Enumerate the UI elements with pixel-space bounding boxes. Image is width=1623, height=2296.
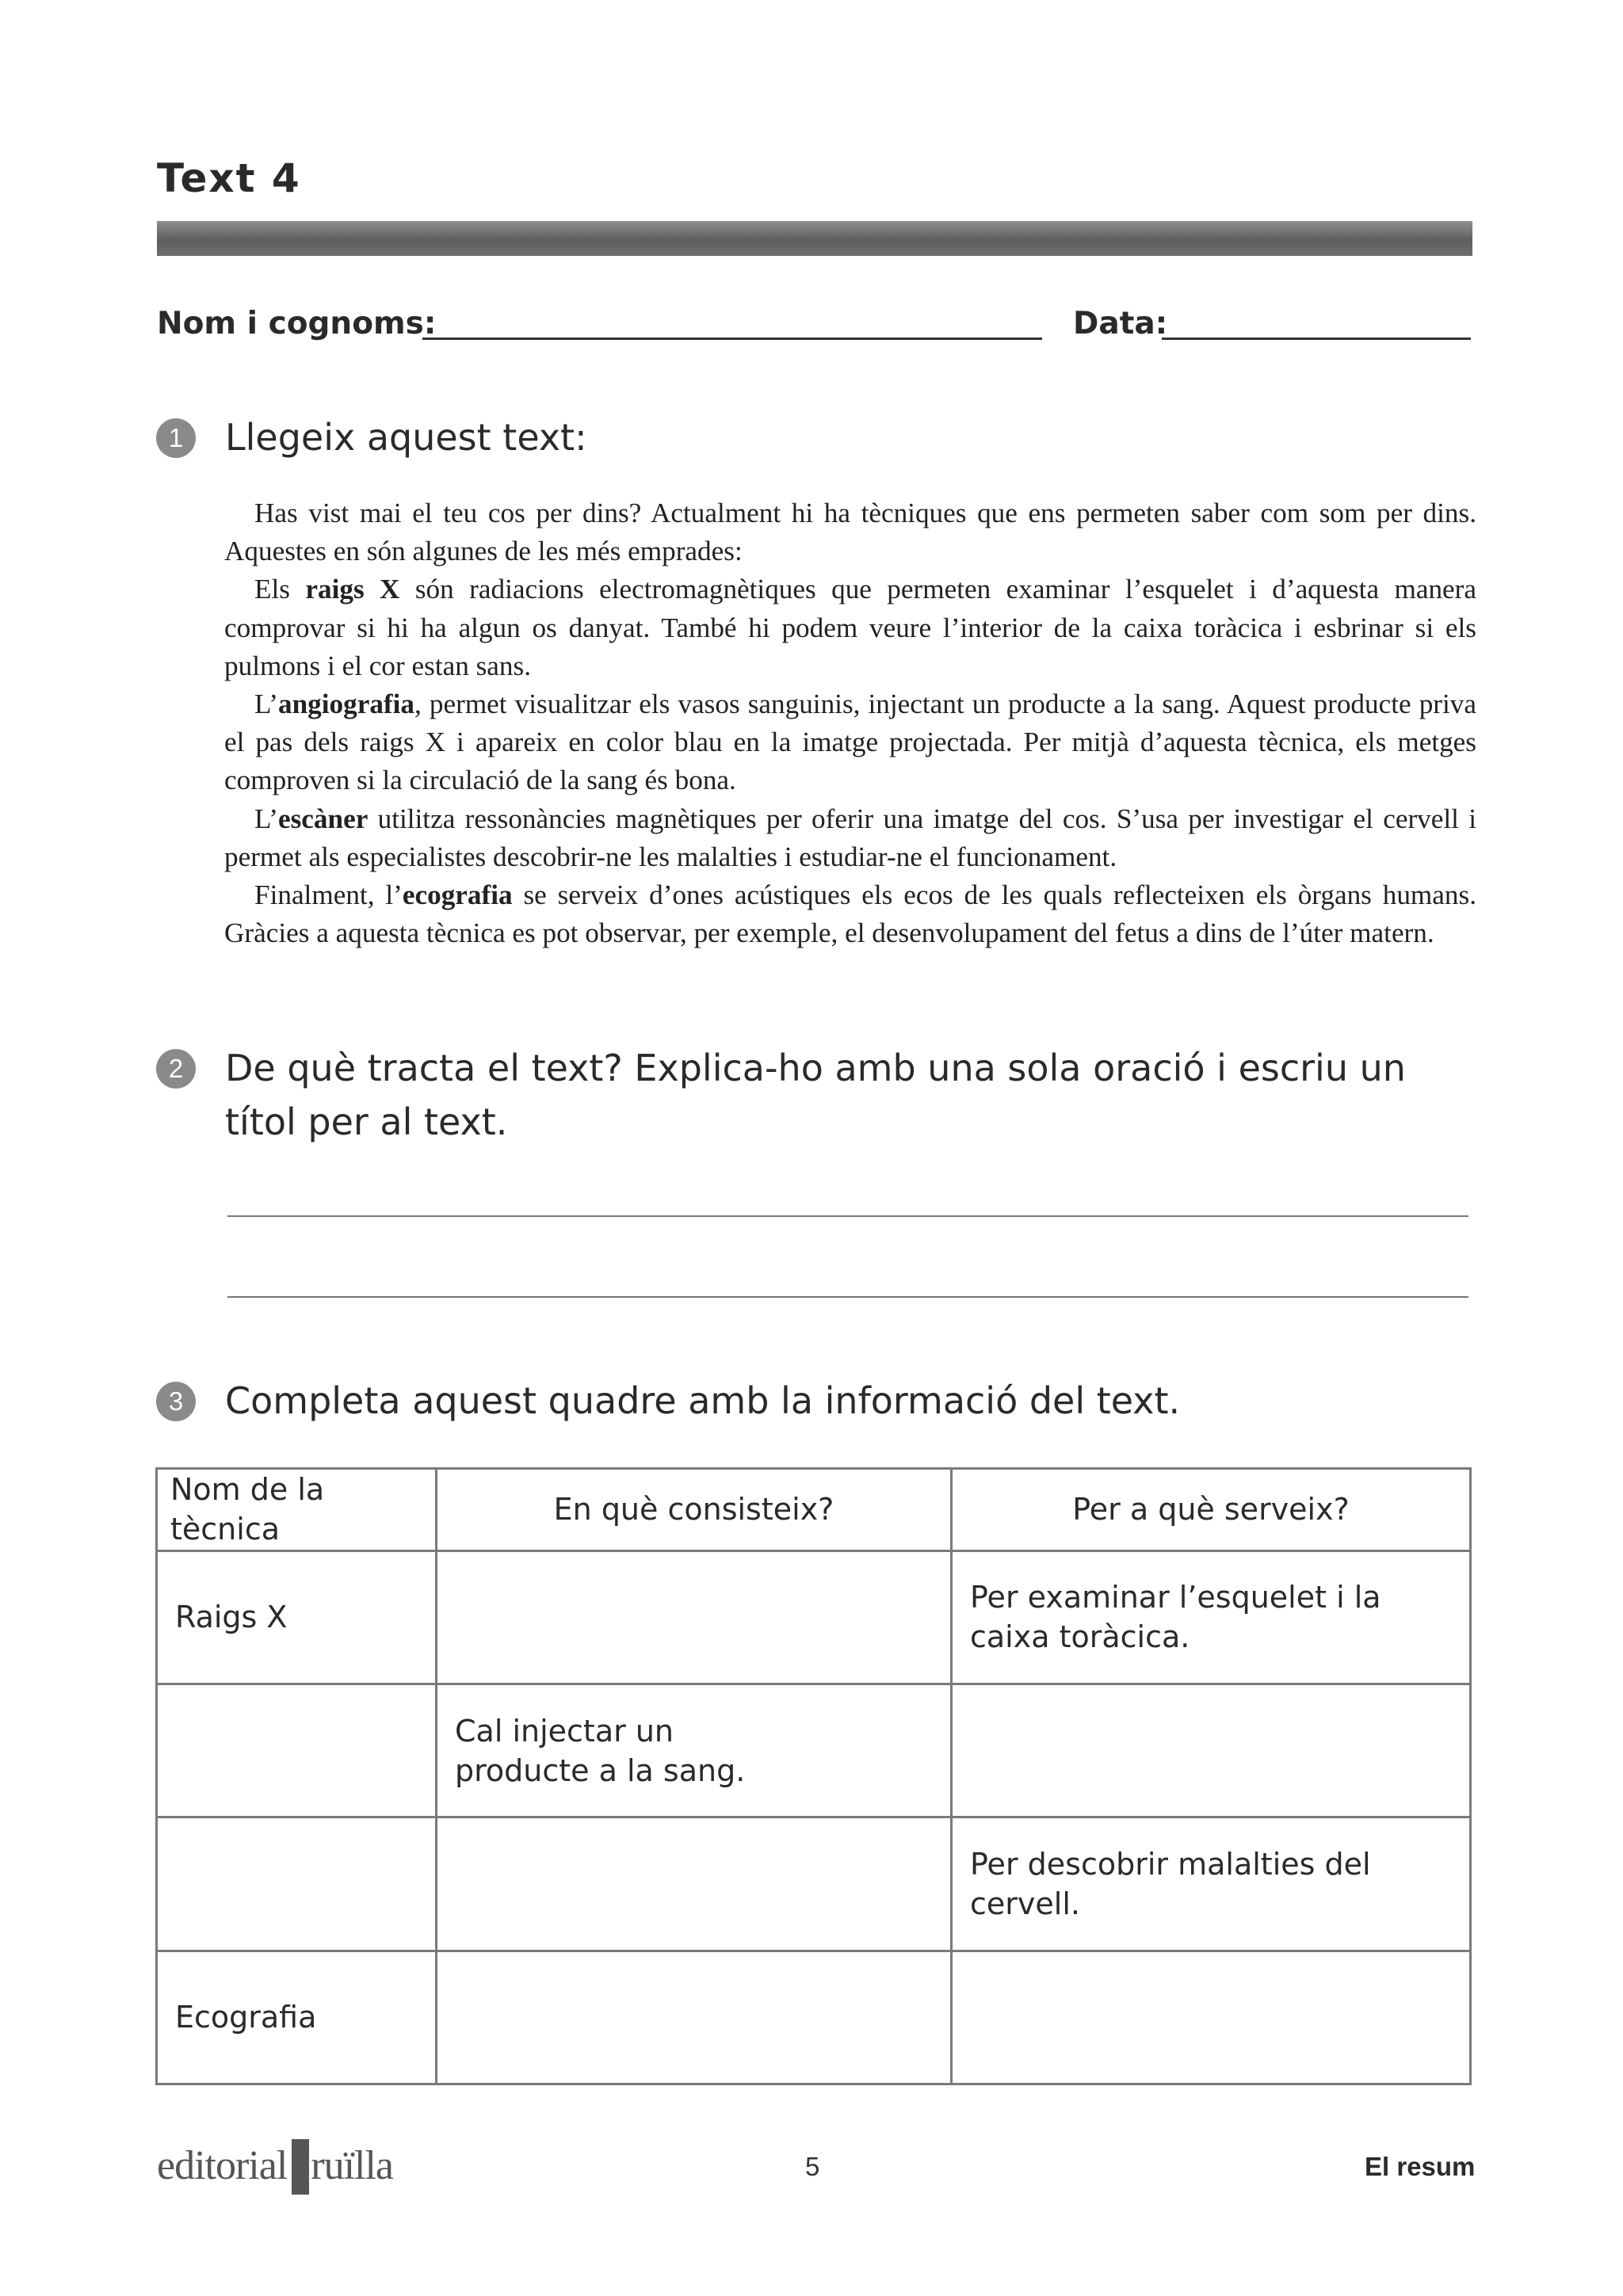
term-escaner: escàner bbox=[277, 803, 369, 834]
table-cell[interactable] bbox=[157, 1817, 437, 1951]
header-technique-name: Nom de la tècnica bbox=[157, 1469, 437, 1551]
reading-paragraph: L’angiografia, permet visualitzar els vasos sanguinis, injectant un producte a la sang. Aquest producte priva el pas dels raigs X i apareix en color blau en la imatge projectada. Per mitjà d’aquesta tècnica, els metges comproven si la circulació de la sang és bona. bbox=[224, 688, 1476, 796]
table-cell[interactable]: Raigs X bbox=[157, 1550, 437, 1684]
table-row bbox=[157, 1951, 1471, 2084]
publisher-logo: editorial ruïlla bbox=[157, 2139, 393, 2195]
reading-paragraph: Finalment, l’ecografia se serveix d’ones acústiques els ecos de les quals reflecteixen els òrgans humans. Gràcies a aquesta tècnica es pot observar, per exemple, el desenvolupament del fetus a dins de l’úter matern. bbox=[224, 879, 1476, 949]
name-field[interactable] bbox=[422, 338, 1042, 340]
table-cell[interactable] bbox=[437, 1550, 952, 1684]
table-row bbox=[157, 1684, 1471, 1817]
table-header-row bbox=[157, 1469, 1471, 1551]
question-2-number: 2 bbox=[156, 1049, 196, 1089]
term-ecografia: ecografia bbox=[402, 879, 513, 911]
table-cell[interactable] bbox=[437, 1817, 952, 1951]
table-cell[interactable]: Cal injectar un producte a la sang. bbox=[437, 1684, 952, 1817]
answer-line-1[interactable] bbox=[227, 1215, 1468, 1217]
title-divider-bar bbox=[157, 221, 1472, 256]
table-cell[interactable] bbox=[952, 1951, 1471, 2084]
page-number: 5 bbox=[805, 2152, 820, 2181]
table-cell[interactable]: Per examinar l’esquelet i la caixa toràcica. bbox=[952, 1550, 1471, 1684]
table-cell[interactable]: Ecografia bbox=[157, 1951, 437, 2084]
table-cell[interactable]: Per descobrir malalties del cervell. bbox=[952, 1817, 1471, 1951]
header-what-it-is-for: Per a què serveix? bbox=[952, 1469, 1471, 1551]
term-raigs-x: raigs X bbox=[305, 574, 400, 605]
answer-line-2[interactable] bbox=[227, 1296, 1468, 1298]
table-cell[interactable] bbox=[157, 1684, 437, 1817]
section-title: El resum bbox=[1365, 2152, 1476, 2181]
techniques-table bbox=[155, 1467, 1472, 2085]
table-cell[interactable] bbox=[952, 1684, 1471, 1817]
question-3-number: 3 bbox=[156, 1382, 196, 1421]
question-2-prompt: De què tracta el text? Explica-ho amb una sola oració i escriu un títol per al text. bbox=[225, 1047, 1406, 1143]
reading-paragraph: Has vist mai el teu cos per dins? Actualment hi ha tècniques que ens permeten saber com som per dins. Aquestes en són algunes de les més emprades: bbox=[224, 498, 1476, 567]
name-date-row bbox=[157, 301, 1472, 349]
date-field[interactable] bbox=[1162, 338, 1471, 340]
table-row bbox=[157, 1550, 1471, 1684]
table-cell[interactable] bbox=[437, 1951, 952, 2084]
question-1-prompt: Llegeix aquest text: bbox=[225, 416, 587, 459]
name-label: Nom i cognoms: bbox=[157, 306, 437, 341]
header-what-it-consists: En què consisteix? bbox=[437, 1469, 952, 1551]
question-3-prompt: Completa aquest quadre amb la informació del text. bbox=[225, 1379, 1181, 1422]
page-title: Text 4 bbox=[157, 155, 301, 201]
term-angiografia: angiografia bbox=[277, 688, 415, 720]
logo-mark-icon bbox=[292, 2139, 309, 2195]
question-1-number: 1 bbox=[156, 418, 196, 458]
table-row bbox=[157, 1817, 1471, 1951]
reading-text bbox=[224, 494, 1476, 952]
reading-paragraph: L’escàner utilitza ressonàncies magnètiques per oferir una imatge del cos. S’usa per investigar el cervell i permet als especialistes descobrir-ne les malalties i estudiar-ne el funcionament. bbox=[224, 803, 1476, 872]
date-label: Data: bbox=[1073, 306, 1168, 341]
reading-paragraph: Els raigs X són radiacions electromagnètiques que permeten examinar l’esquelet i d’aquesta manera comprovar si hi ha algun os danyat. També hi podem veure l’interior de la caixa toràcica i esbrinar si els pulmons i el cor estan sans. bbox=[224, 574, 1477, 681]
